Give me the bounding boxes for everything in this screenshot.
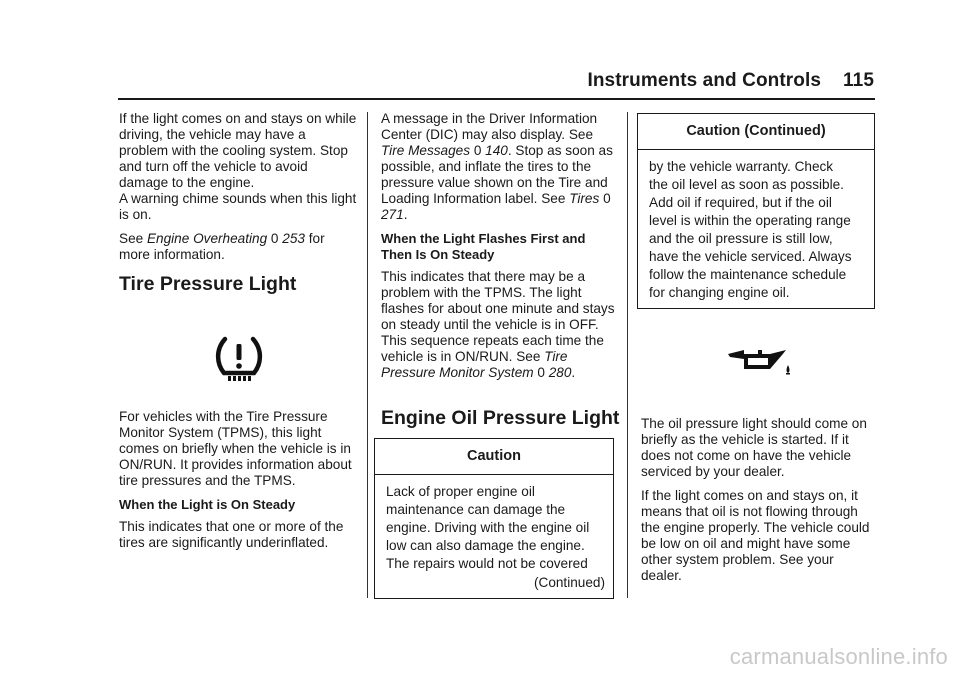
- column-3-lower: [641, 416, 877, 592]
- column-1-lower: [119, 409, 357, 559]
- caution-body: [638, 150, 874, 308]
- caution-line: level is within the operating range: [649, 213, 851, 228]
- column-divider-1: [367, 112, 368, 598]
- caution-line: Add oil if required, but if the oil: [649, 195, 832, 210]
- caution-line: have the vehicle serviced. Always: [649, 249, 852, 264]
- page-ref-arrow: 0: [537, 365, 545, 380]
- page-ref-arrow: 0: [270, 231, 279, 246]
- column-divider-2: [627, 112, 628, 598]
- page-number: 115: [843, 70, 874, 91]
- paragraph: If the light comes on and stays on, it means that oil is not flowing through the engine properly. The vehicle could be low on oil and might have some other system problem. See your dealer.: [641, 488, 870, 583]
- page-reference[interactable]: 140: [485, 143, 508, 158]
- page-header: [587, 70, 874, 92]
- paragraph: A message in the Driver Information Center (DIC) may also display. See Tire Messages 0 140. Stop as soon as possible, and inflate the tires to the pressure value shown on the Tire and Loading Information label. See Tires 0 271.: [381, 111, 613, 222]
- continued-label: (Continued): [533, 575, 605, 590]
- column-1: [119, 111, 357, 271]
- paragraph: A warning chime sounds when this light is on.: [119, 191, 357, 222]
- page-reference[interactable]: 253: [282, 231, 305, 246]
- paragraph: The oil pressure light should come on briefly as the vehicle is started. If it does not come on have the vehicle serviced by your dealer.: [641, 416, 867, 479]
- subheading: When the Light is On Steady: [119, 497, 296, 512]
- paragraph: This indicates that one or more of the tires are significantly underinflated.: [119, 519, 344, 550]
- caution-line: Lack of proper engine oil: [386, 484, 535, 499]
- caution-body: [375, 475, 613, 598]
- page-ref-arrow: 0: [473, 143, 482, 158]
- caution-title: Caution (Continued): [638, 114, 874, 150]
- caution-title: Caution: [375, 439, 613, 475]
- caution-line: engine. Driving with the engine oil: [386, 520, 590, 535]
- caution-line: low can also damage the engine.: [386, 538, 585, 553]
- section-header-title: Instruments and Controls: [587, 70, 822, 91]
- tire-pressure-warning-icon: [213, 335, 265, 383]
- cross-reference-link[interactable]: Tires: [569, 191, 600, 206]
- paragraph: For vehicles with the Tire Pressure Monitor System (TPMS), this light comes on briefly when the vehicle is in ON/RUN. It provides information about tire pressures and the TPMS.: [119, 409, 352, 488]
- caution-line: follow the maintenance schedule: [649, 267, 847, 282]
- column-2: [381, 111, 617, 389]
- section-heading: Tire Pressure Light: [119, 273, 297, 295]
- cross-reference-link[interactable]: Tire Pressure Monitor System: [381, 349, 568, 380]
- page-reference[interactable]: 271: [381, 207, 404, 222]
- cross-reference-link[interactable]: Tire Messages: [381, 143, 471, 158]
- subheading: When the Light Flashes First and Then Is On Steady: [381, 231, 586, 262]
- paragraph: If the light comes on and stays on while driving, the vehicle may have a problem with the cooling system. Stop and turn off the vehicle to avoid damage to the engine.: [119, 111, 357, 190]
- page-ref-arrow: 0: [603, 191, 611, 206]
- caution-box-continued: [637, 113, 875, 309]
- caution-line: by the vehicle warranty. Check: [649, 159, 834, 174]
- caution-line: and the oil pressure is still low,: [649, 231, 833, 246]
- oil-can-icon: [724, 345, 794, 379]
- caution-line: for changing engine oil.: [649, 285, 790, 300]
- page-reference[interactable]: 280: [548, 365, 572, 380]
- caution-line: The repairs would not be covered: [386, 556, 588, 571]
- paragraph: This indicates that there may be a problem with the TPMS. The light flashes for about one minute and stays on steady until the vehicle is in OFF. This sequence repeats each time the vehicle is in ON/RUN. See Tire Pressure Monitor System 0 280.: [381, 269, 615, 380]
- cross-reference-link[interactable]: Engine Overheating: [146, 231, 268, 246]
- watermark: carmanualsonline.info: [729, 644, 948, 669]
- caution-line: maintenance can damage the: [386, 502, 566, 517]
- caution-box: [374, 438, 614, 599]
- caution-line: the oil level as soon as possible.: [649, 177, 844, 192]
- header-rule: [118, 98, 875, 100]
- paragraph: See Engine Overheating 0 253 for more information.: [119, 231, 325, 262]
- section-heading: Engine Oil Pressure Light: [381, 407, 620, 429]
